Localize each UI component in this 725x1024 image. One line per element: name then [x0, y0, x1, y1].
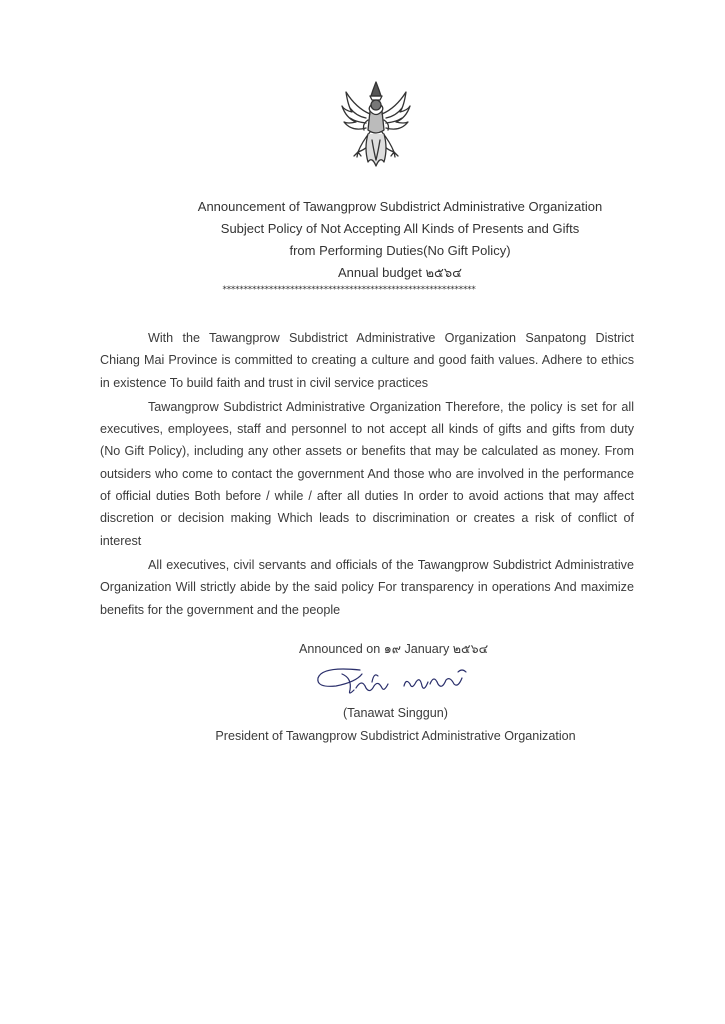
- body-paragraph-3: All executives, civil servants and officials of the Tawangprow Subdistrict Administrative Organization Will strictly abide by the said policy For transparency in operations And maximize benefits for the government and the people: [100, 557, 634, 617]
- signer-title: President of Tawangprow Subdistrict Administrative Organization: [215, 729, 576, 743]
- header-budget-year: Annual budget ๒๕๖๔: [338, 265, 462, 280]
- header-separator: ************************************************************: [222, 285, 476, 295]
- header-subject: Subject Policy of Not Accepting All Kinds of Presents and Gifts: [220, 221, 580, 236]
- announcement-header: [150, 196, 650, 284]
- garuda-emblem-icon: [338, 78, 414, 170]
- handwritten-signature: [312, 660, 482, 700]
- body-paragraph-2: Tawangprow Subdistrict Administrative Organization Therefore, the policy is set for all executives, employees, staff and personnel to not accept all kinds of gifts and gifts from duty (No Gift Policy), including any other assets or benefits that may be calculated as money. From outsiders who come to contact the government And those who are involved in the performance of official duties Both before / while / after all duties In order to avoid actions that may affect discretion or decision making Which leads to discrimination or creates a risk of conflict of interest: [100, 399, 634, 548]
- signer-name: (Tanawat Singgun): [342, 706, 448, 720]
- announcement-date: Announced on ๑๙ January ๒๕๖๔: [299, 642, 489, 656]
- announcement-body: [100, 327, 634, 623]
- header-title: Announcement of Tawangprow Subdistrict Administrative Organization: [197, 199, 603, 214]
- body-paragraph-1: With the Tawangprow Subdistrict Administrative Organization Sanpatong District Chiang Mai Province is committed to creating a culture and good faith values. Adhere to ethics in existence To build faith and trust in civil service practices: [100, 331, 634, 390]
- header-subject-continued: from Performing Duties(No Gift Policy): [289, 243, 511, 258]
